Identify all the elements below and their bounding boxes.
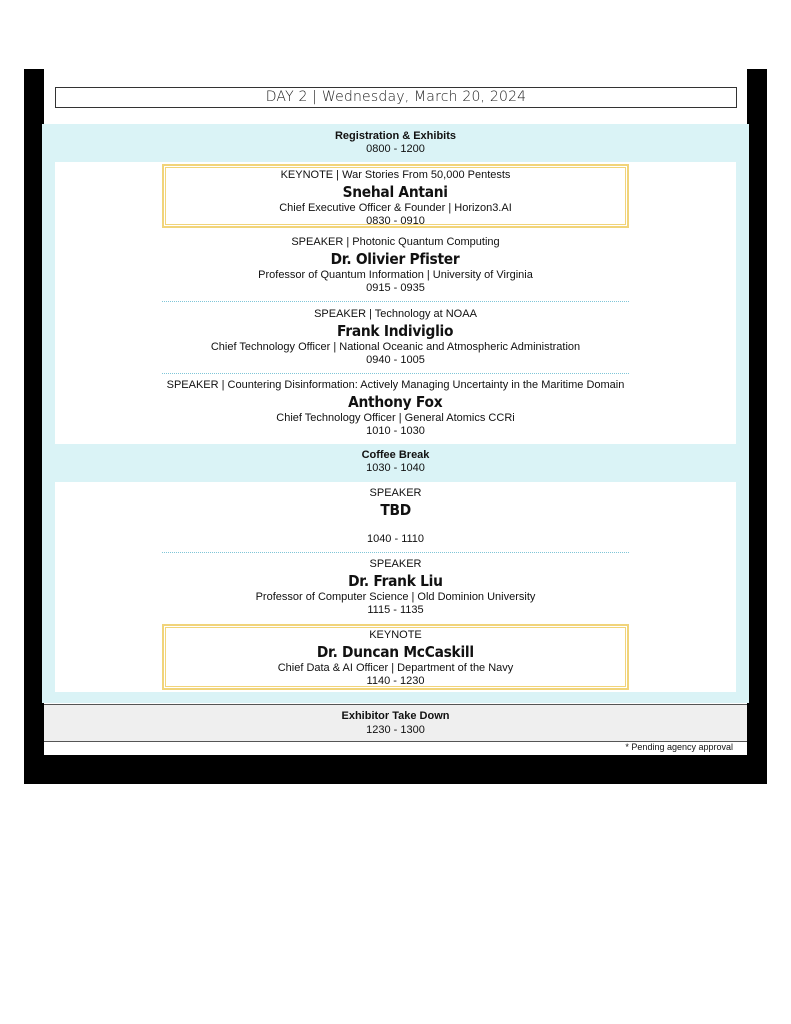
speaker-name: Dr. Olivier Pfister <box>331 249 460 268</box>
session-time: 1040 - 1110 <box>366 533 425 545</box>
session-keynote-antani <box>162 164 629 228</box>
coffee-break-time: 1030 - 1040 <box>366 462 425 474</box>
speaker-name: TBD <box>380 500 411 519</box>
speaker-name: Snehal Antani <box>342 182 449 201</box>
day-header: DAY 2 | Wednesday, March 20, 2024 <box>55 87 737 108</box>
session-time: 1115 - 1135 <box>367 604 424 616</box>
session-type: SPEAKER <box>369 487 422 499</box>
coffee-break-label: Coffee Break <box>361 449 430 461</box>
speaker-name: Anthony Fox <box>348 392 443 411</box>
session-pfister <box>162 236 629 296</box>
session-tbd <box>162 487 629 547</box>
session-fox <box>162 379 629 439</box>
divider <box>162 373 629 374</box>
divider <box>162 301 629 302</box>
speaker-title: Chief Executive Officer & Founder | Horizon3.AI <box>279 201 512 214</box>
speaker-title: Chief Technology Officer | General Atomics CCRi <box>276 411 515 424</box>
speaker-title: Professor of Quantum Information | University of Virginia <box>258 268 533 281</box>
session-keynote-mccaskill <box>162 624 629 690</box>
session-time: 1140 - 1230 <box>366 675 425 687</box>
exhibitor-takedown-label: Exhibitor Take Down <box>341 710 450 722</box>
exhibitor-takedown-time: 1230 - 1300 <box>366 723 425 736</box>
speaker-title: Professor of Computer Science | Old Dominion University <box>255 590 536 603</box>
registration-label: Registration & Exhibits <box>334 130 457 142</box>
session-time: 0940 - 1005 <box>366 354 425 366</box>
session-type: KEYNOTE <box>369 629 422 641</box>
exhibitor-takedown-block <box>44 704 747 742</box>
footnote: * Pending agency approval <box>625 742 733 752</box>
session-type: SPEAKER | Photonic Quantum Computing <box>291 236 500 248</box>
registration-time: 0800 - 1200 <box>366 143 425 155</box>
registration-block <box>0 130 791 156</box>
speaker-name: Dr. Frank Liu <box>348 571 443 590</box>
speaker-title: Chief Technology Officer | National Oceanic and Atmospheric Administration <box>210 340 581 353</box>
session-type: KEYNOTE | War Stories From 50,000 Pentests <box>280 169 511 181</box>
session-liu <box>162 558 629 618</box>
session-time: 1010 - 1030 <box>366 425 425 437</box>
session-indiviglio <box>162 308 629 368</box>
coffee-break-block <box>0 449 791 475</box>
session-time: 0830 - 0910 <box>366 215 425 227</box>
session-type: SPEAKER | Technology at NOAA <box>314 308 477 320</box>
speaker-name: Dr. Duncan McCaskill <box>316 642 474 661</box>
speaker-name: Frank Indiviglio <box>337 321 454 340</box>
divider <box>162 552 629 553</box>
speaker-title <box>162 520 629 534</box>
speaker-title: Chief Data & AI Officer | Department of the Navy <box>277 661 514 674</box>
session-time: 0915 - 0935 <box>366 282 425 294</box>
session-type: SPEAKER | Countering Disinformation: Actively Managing Uncertainty in the Maritime Domain <box>166 379 625 391</box>
session-type: SPEAKER <box>369 558 422 570</box>
